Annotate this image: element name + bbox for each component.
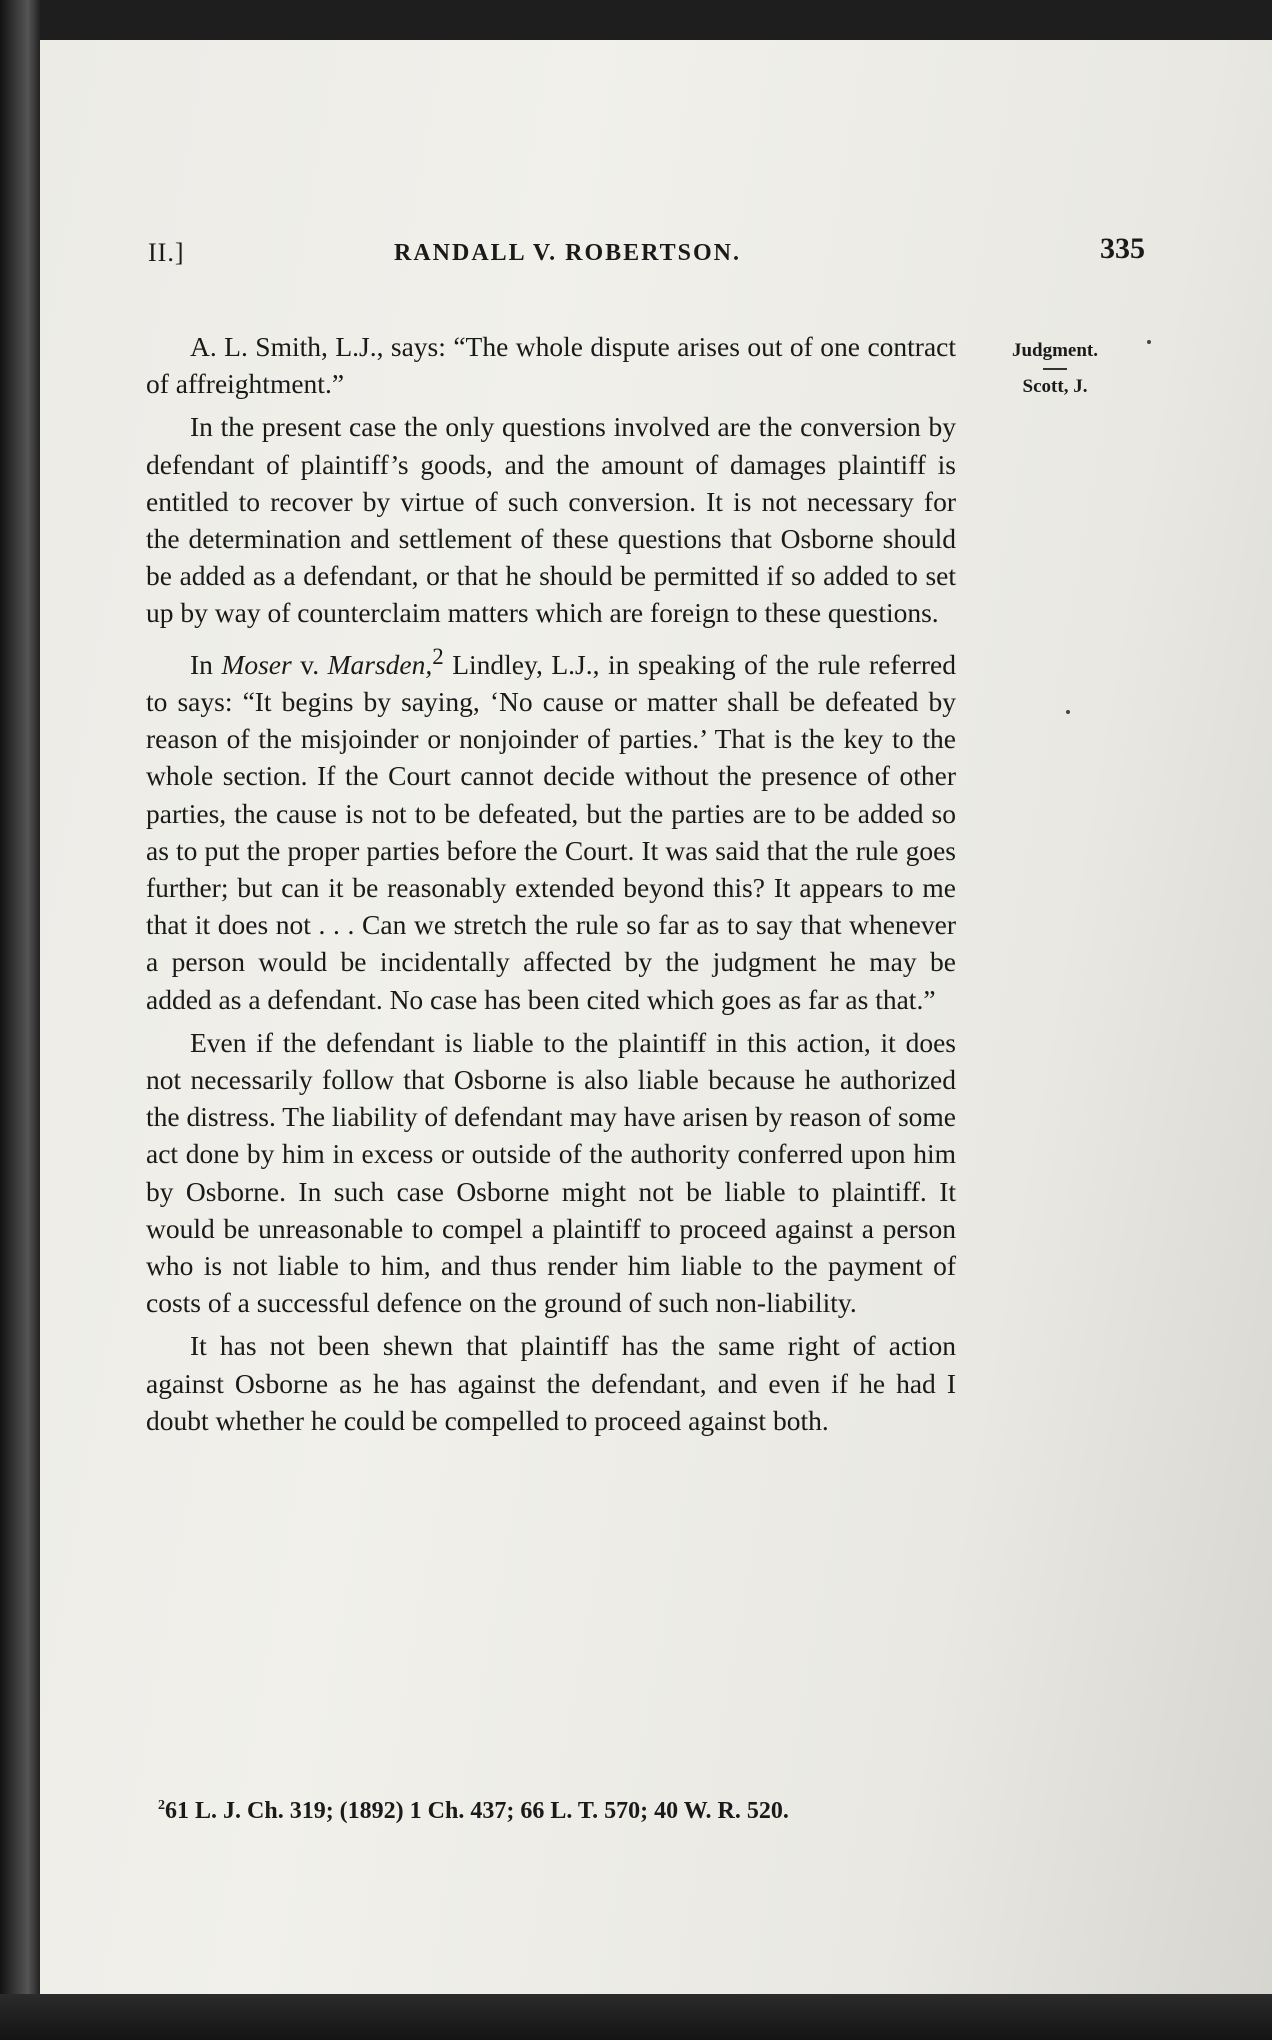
paragraph-5 xyxy=(146,1327,956,1439)
page-number: 335 xyxy=(1100,232,1145,265)
case-name-moser: Moser xyxy=(221,648,292,680)
case-versus: v. xyxy=(291,648,328,680)
scan-speck xyxy=(1147,340,1151,344)
case-title: RANDALL V. ROBERTSON. xyxy=(394,240,742,266)
scan-speck xyxy=(1066,710,1070,714)
paragraph-lead: In xyxy=(190,648,222,680)
paragraph-text: A. L. Smith, L.J., says: “The whole dispute arises out of one contract of affreightment.” xyxy=(146,331,956,400)
margin-note-rule xyxy=(1043,368,1067,370)
margin-note xyxy=(980,340,1130,398)
case-name-marsden: Marsden, xyxy=(327,648,433,680)
paragraph-3 xyxy=(146,638,956,1018)
paragraph-4 xyxy=(146,1024,956,1322)
paragraph-text: In the present case the only questions involved are the conversion by defendant of plaintiff’s goods, and the amount of damages plaintiff is entitled to recover by virtue of such conversion. It is not necessary for the determination and settlement of these questions that Osborne should be added as a defendant, or that he should be permitted if so added to set up by way of counterclaim matters which are foreign to these questions. xyxy=(146,411,956,629)
paragraph-text: It has not been shewn that plaintiff has the same right of action against Osborne as he has against the defendant, and even if he had I doubt whether he could be compelled to proceed against both. xyxy=(146,1330,956,1436)
margin-note-judge: Scott, J. xyxy=(1022,376,1088,397)
margin-note-judgment: Judgment. xyxy=(1011,340,1099,361)
footnote-reference: 2 xyxy=(432,643,444,669)
section-marker: II.] xyxy=(148,238,185,267)
running-head xyxy=(148,232,1148,272)
scan-left-edge xyxy=(0,0,40,2040)
footnote xyxy=(158,1798,978,1825)
scan-bottom-edge xyxy=(0,1994,1272,2040)
paragraph-2 xyxy=(146,408,956,631)
paragraph-text: Lindley, L.J., in speaking of the rule referred to says: “It begins by saying, ‘No cause or matter shall be defeated by reason of the misjoinder or nonjoinder of parties.’ That is the key to the whole section. If the Court cannot decide without the presence of other parties, the cause is not to be defeated, but the parties are to be added so as to put the proper parties before the Court. It was said that the rule goes further; but can it be reasonably extended beyond this? It appears to me that it does not . . . Can we stretch the rule so far as to say that whenever a person would be incidentally affected by the judgment he may be added as a defendant. No case has been cited which goes as far as that.” xyxy=(146,648,956,1015)
paragraph-1 xyxy=(146,328,956,402)
body-text xyxy=(146,328,956,1445)
footnote-marker: 2 xyxy=(158,1798,165,1813)
book-page xyxy=(40,40,1272,1994)
paragraph-text: Even if the defendant is liable to the plaintiff in this action, it does not necessarily follow that Osborne is also liable because he authorized the distress. The liability of defendant may have arisen by reason of some act done by him in excess or outside of the authority conferred upon him by Osborne. In such case Osborne might not be liable to plaintiff. It would be unreasonable to compel a plaintiff to proceed against a person who is not liable to him, and thus render him liable to the payment of costs of a successful defence on the ground of such non-liability. xyxy=(146,1026,956,1319)
footnote-text: 61 L. J. Ch. 319; (1892) 1 Ch. 437; 66 L. T. 570; 40 W. R. 520. xyxy=(165,1798,789,1824)
